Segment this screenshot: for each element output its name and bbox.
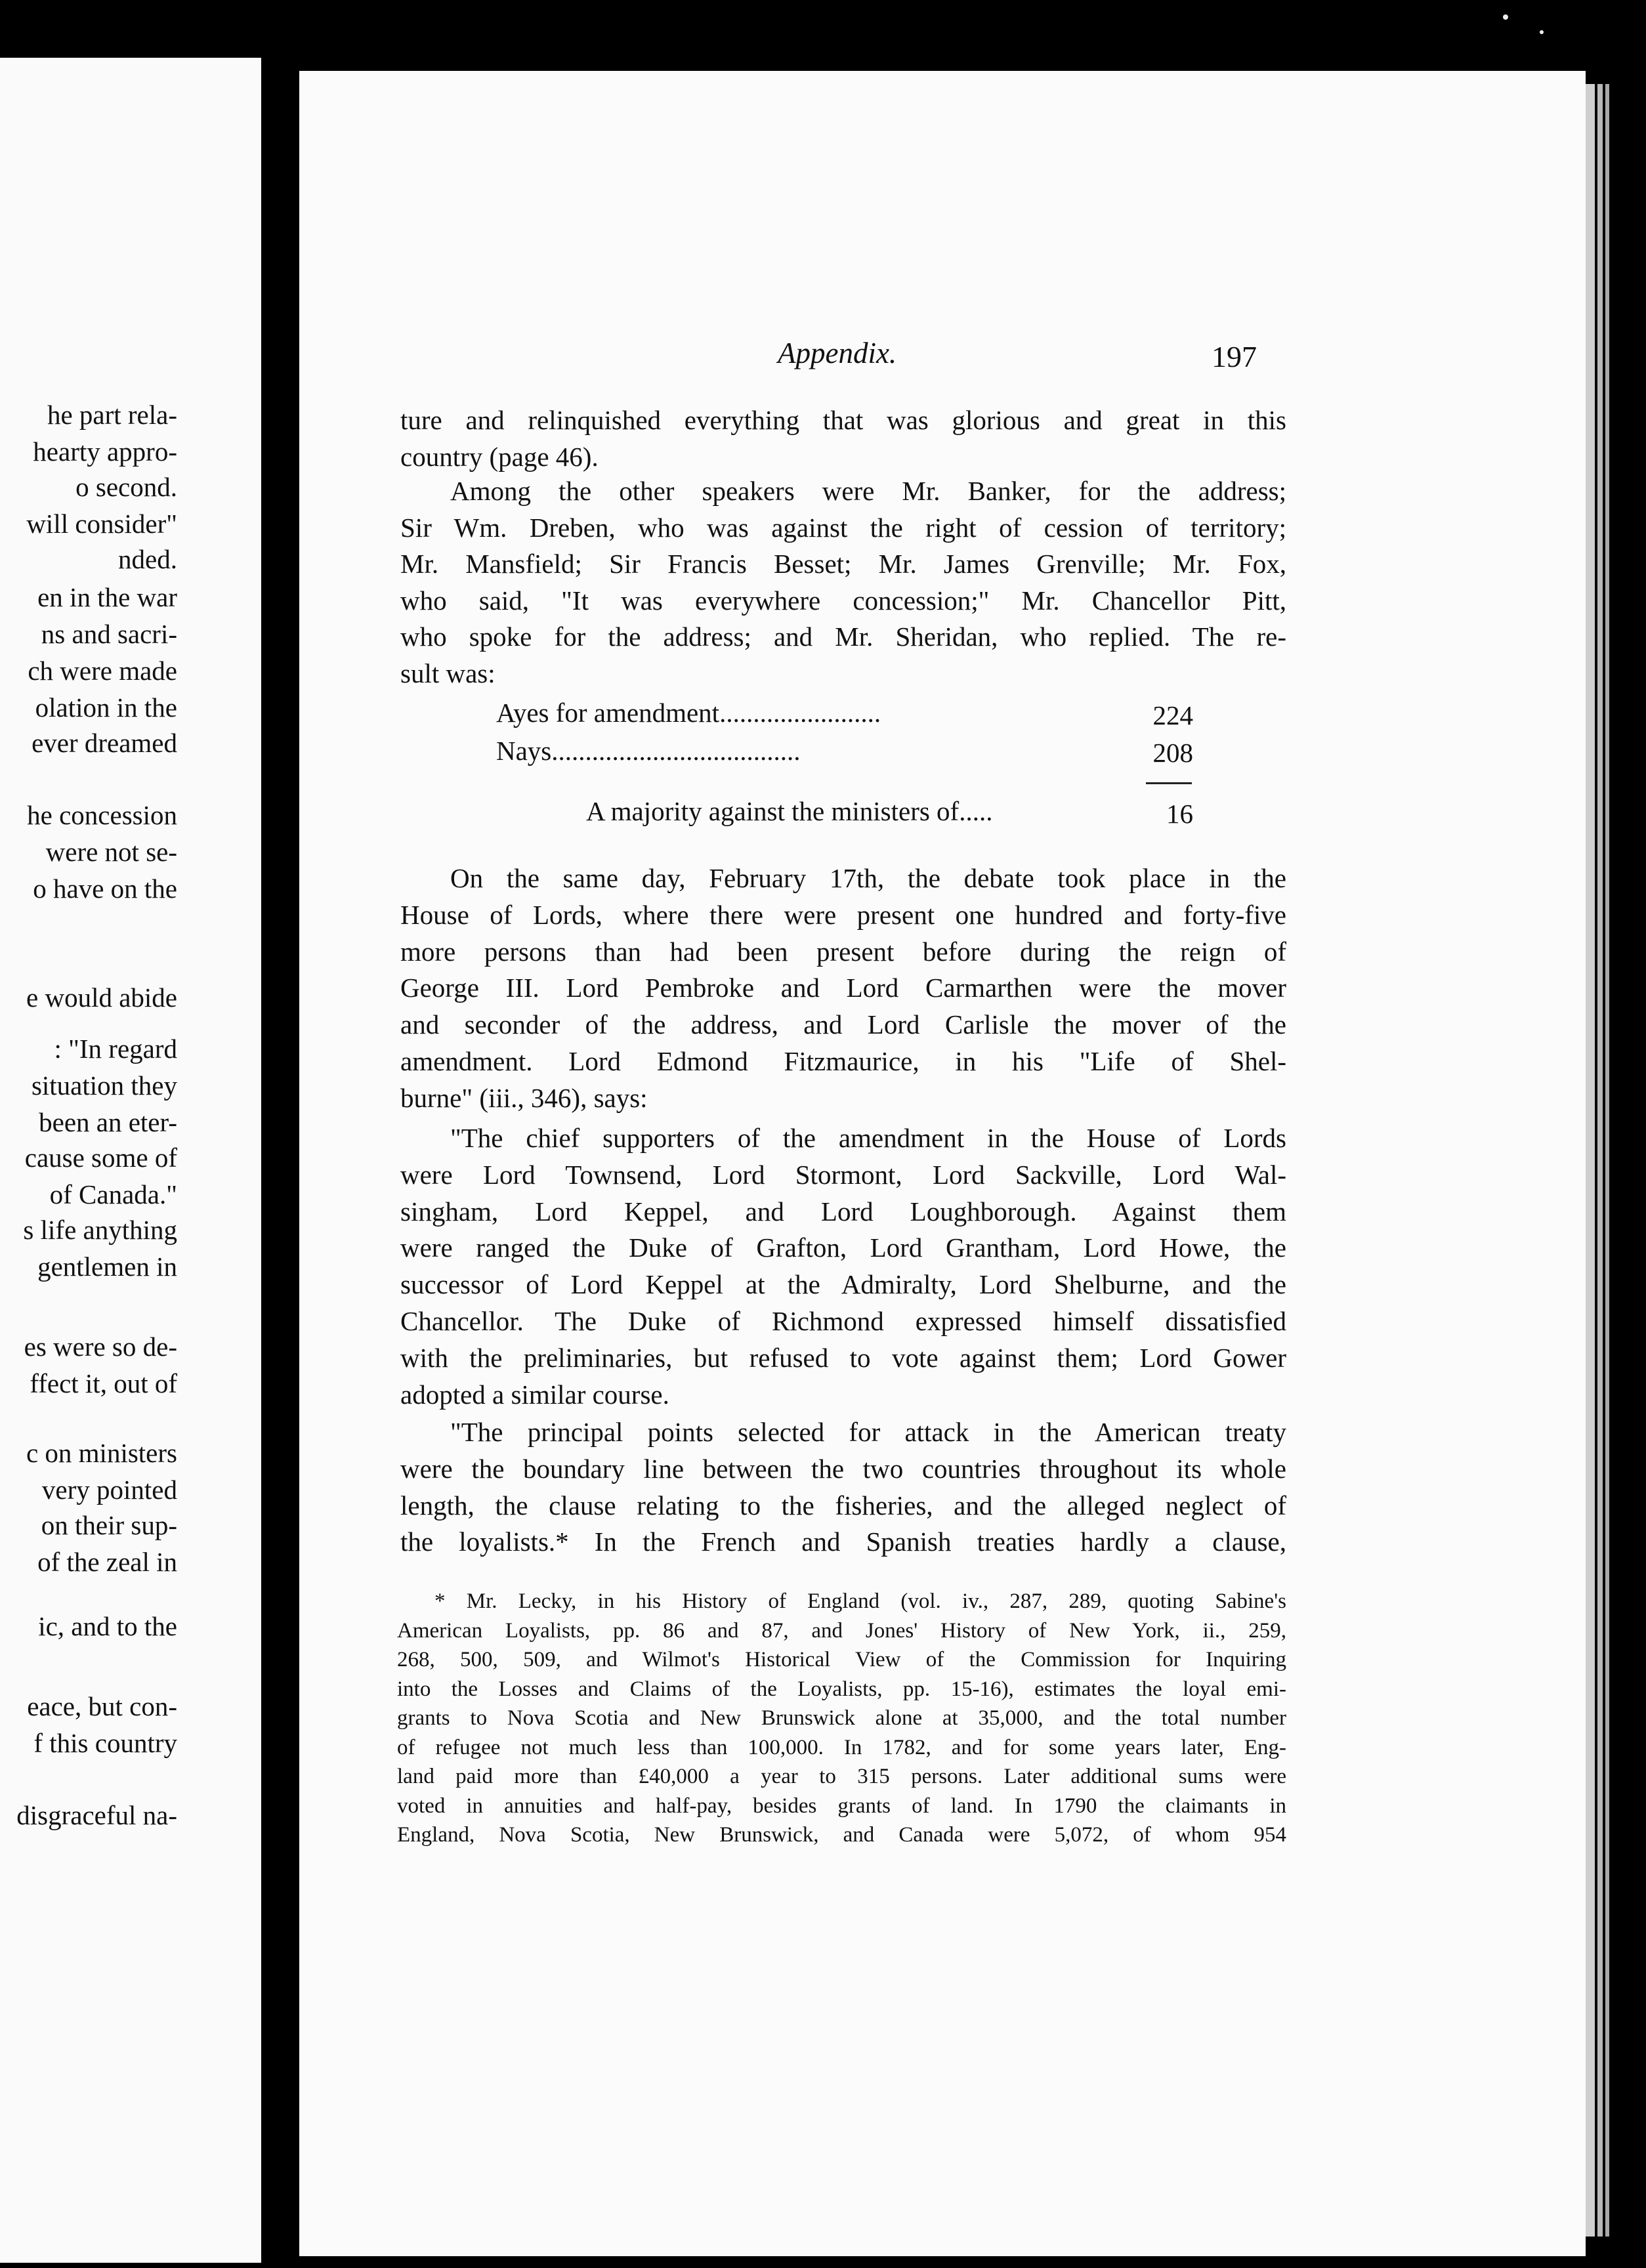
left-page-line: s life anything [23,1215,177,1245]
left-page-line: c on ministers [26,1438,177,1468]
vote-row-value: 224 [1152,700,1193,730]
left-page-line: ic, and to the [38,1611,177,1641]
left-page-line: situation they [31,1070,177,1101]
left-page-line: olation in the [35,692,177,723]
footnote-line: England, Nova Scotia, New Brunswick, and Canada were 5,072, of whom 954 [397,1823,1286,1847]
text-line: successor of Lord Keppel at the Admiralty, Lord Shelburne, and the [400,1269,1286,1300]
text-line: ture and relinquished everything that was glorious and great in this [400,405,1286,435]
left-page-line: will consider" [26,509,177,539]
vote-row-label: Ayes for amendment........................ [496,698,881,728]
left-page-line: ns and sacri- [41,619,177,649]
left-page-line: disgraceful na- [16,1800,177,1830]
text-line: Among the other speakers were Mr. Banker, for the address; [450,476,1286,506]
left-page-line: ever dreamed [32,728,177,758]
page-edge [1605,84,1609,2236]
text-line: On the same day, February 17th, the debate took place in the [450,863,1286,893]
text-line: more persons than had been present before during the reign of [400,936,1286,967]
text-line: were Lord Townsend, Lord Stormont, Lord Sackville, Lord Wal- [400,1159,1286,1190]
vote-total-label: A majority against the ministers of..... [586,796,993,826]
vote-row-label: Nays..................................... [496,736,801,766]
running-head: Appendix. [778,337,897,369]
text-line: George III. Lord Pembroke and Lord Carmarthen were the mover [400,973,1286,1003]
text-line: who spoke for the address; and Mr. Sheridan, who replied. The re- [400,621,1286,652]
left-page-line: were not se- [45,837,177,867]
text-line: the loyalists.* In the French and Spanish treaties hardly a clause, [400,1526,1286,1557]
text-line: singham, Lord Keppel, and Lord Loughborough. Against them [400,1196,1286,1227]
text-line: amendment. Lord Edmond Fitzmaurice, in his "Life of Shel- [400,1046,1286,1076]
footnote-line: * Mr. Lecky, in his History of England (vol. iv., 287, 289, quoting Sabine's [434,1589,1286,1613]
scan-speck [1503,14,1508,20]
scan-speck [1540,30,1544,34]
left-page-line: o have on the [33,873,177,904]
footnote-line: of refugee not much less than 100,000. In 1782, and for some years later, Eng- [397,1735,1286,1759]
text-line: length, the clause relating to the fisheries, and the alleged neglect of [400,1490,1286,1521]
footnote-line: grants to Nova Scotia and New Brunswick alone at 35,000, and the total number [397,1706,1286,1730]
left-page-line: of Canada." [49,1179,177,1209]
footnote-line: voted in annuities and half-pay, besides grants of land. In 1790 the claimants in [397,1794,1286,1818]
left-page-line: very pointed [41,1475,177,1505]
left-page-line: : "In regard [54,1034,177,1064]
left-page-line: es were so de- [24,1332,177,1362]
page-number: 197 [1212,340,1257,373]
footnote-line: into the Losses and Claims of the Loyalists, pp. 15-16), estimates the loyal emi- [397,1677,1286,1701]
vote-row-value: 208 [1152,738,1193,768]
text-line: were ranged the Duke of Grafton, Lord Grantham, Lord Howe, the [400,1232,1286,1263]
left-page-line: of the zeal in [37,1547,177,1577]
left-page-line: ffect it, out of [30,1368,177,1398]
text-line: sult was: [400,658,496,688]
left-page-line: cause some of [24,1143,177,1173]
book-gutter [261,58,299,2268]
text-line: and seconder of the address, and Lord Carlisle the mover of the [400,1009,1286,1040]
text-line: country (page 46). [400,442,599,472]
left-page-line: en in the war [37,582,177,612]
left-page-line: gentlemen in [37,1251,177,1282]
text-line: "The principal points selected for attack in the American treaty [450,1417,1286,1447]
text-line: House of Lords, where there were present one hundred and forty-five [400,899,1286,930]
text-line: burne" (iii., 346), says: [400,1082,648,1113]
left-facing-page [0,58,261,2263]
left-page-line: he concession [27,800,177,830]
text-line: adopted a similar course. [400,1379,669,1410]
text-line: "The chief supporters of the amendment in the House of Lords [450,1123,1286,1153]
left-page-line: he part rela- [47,400,177,430]
left-page-line: been an eter- [39,1107,177,1137]
page-edge [1597,84,1603,2236]
left-page-line: ch were made [28,656,177,686]
text-line: Chancellor. The Duke of Richmond expressed himself dissatisfied [400,1306,1286,1336]
text-line: were the boundary line between the two countries throughout its whole [400,1453,1286,1484]
left-page-line: o second. [75,472,177,502]
text-line: with the preliminaries, but refused to vote against them; Lord Gower [400,1342,1286,1373]
left-page-line: hearty appro- [33,436,177,467]
left-page-line: nded. [118,544,177,574]
text-line: Sir Wm. Dreben, who was against the right of cession of territory; [400,512,1286,543]
left-page-line: on their sup- [41,1510,177,1540]
text-line: who said, "It was everywhere concession;" Mr. Chancellor Pitt, [400,585,1286,616]
text-line: Mr. Mansfield; Sir Francis Besset; Mr. James Grenville; Mr. Fox, [400,549,1286,579]
left-page-line: e would abide [26,982,177,1013]
footnote-line: American Loyalists, pp. 86 and 87, and Jones' History of New York, ii., 259, [397,1618,1286,1643]
left-page-line: eace, but con- [27,1691,177,1721]
footnote-line: 268, 500, 509, and Wilmot's Historical View of the Commission for Inquiring [397,1648,1286,1671]
vote-total-value: 16 [1166,799,1193,829]
left-page-line: f this country [33,1728,177,1758]
sum-rule [1146,782,1192,784]
footnote-line: land paid more than £40,000 a year to 315 persons. Later additional sums were [397,1765,1286,1788]
page-edge [1586,84,1595,2236]
